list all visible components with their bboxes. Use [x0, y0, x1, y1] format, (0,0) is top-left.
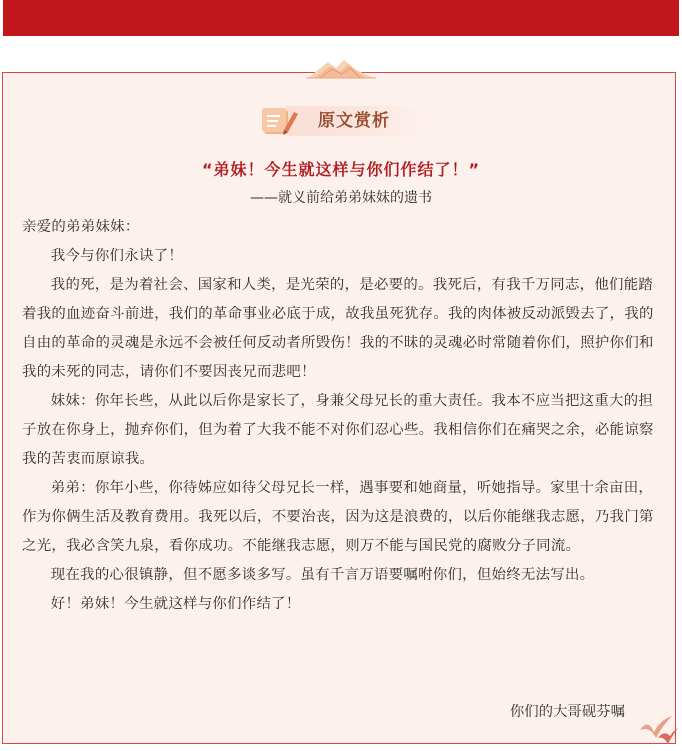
top-banner — [3, 0, 679, 36]
letter-paragraph: 现在我的心很镇静，但不愿多谈多写。虽有千言万语要嘱咐你们，但始终无法写出。 — [50, 567, 595, 583]
scroll-pen-icon — [258, 104, 302, 138]
mountain-ornament-icon — [306, 58, 376, 80]
flying-birds-icon — [636, 712, 678, 746]
letter-paragraph: 妹妹：你年长些，从此以后你是家长了，身兼父母兄长的重大责任。我本不应当把这重大的担子放在你身上，抛弃你们，但为着了大我不能不对你们忍心些。我相信你们在痛哭之余，必能谅察我的苦衷而原谅我。 — [22, 393, 654, 467]
letter-paragraph: 弟弟：你年小些，你待姊应如待父母兄长一样，遇事要和她商量，听她指导。家里十余亩田，作为你俩生活及教育费用。我死以后，不要治丧，因为这是浪费的，以后你能继我志愿，乃我门第之光，我必含笑九泉，看你成功。不能继我志愿，则万不能与国民党的腐败分子同流。 — [22, 480, 654, 554]
letter-signature: 你们的大哥砚芬嘱 — [509, 704, 625, 720]
letter-subtitle: ——就义前给弟弟妹妹的遗书 — [250, 190, 432, 206]
section-badge — [258, 104, 428, 138]
letter-title: “弟妹！今生就这样与你们作结了！” — [201, 160, 481, 179]
letter-paragraph: 好！弟妹！今生就这样与你们作结了！ — [50, 596, 301, 612]
letter-greeting: 亲爱的弟弟妹妹： — [22, 219, 140, 235]
letter-body — [22, 213, 658, 619]
letter-paragraph: 我的死，是为着社会、国家和人类，是光荣的，是必要的。我死后，有我千万同志，他们能踏着我的血迹奋斗前进，我们的革命事业必底于成，故我虽死犹存。我的肉体被反动派毁去了，我的自由的革命的灵魂是永远不会被任何反动者所毁伤！我的不昧的灵魂必时常随着你们，照护你们和我的未死的同志，请你们不要因丧兄而悲吧！ — [22, 277, 654, 380]
letter-paragraph: 我今与你们永诀了！ — [50, 248, 184, 264]
section-title: 原文赏析 — [318, 111, 390, 131]
